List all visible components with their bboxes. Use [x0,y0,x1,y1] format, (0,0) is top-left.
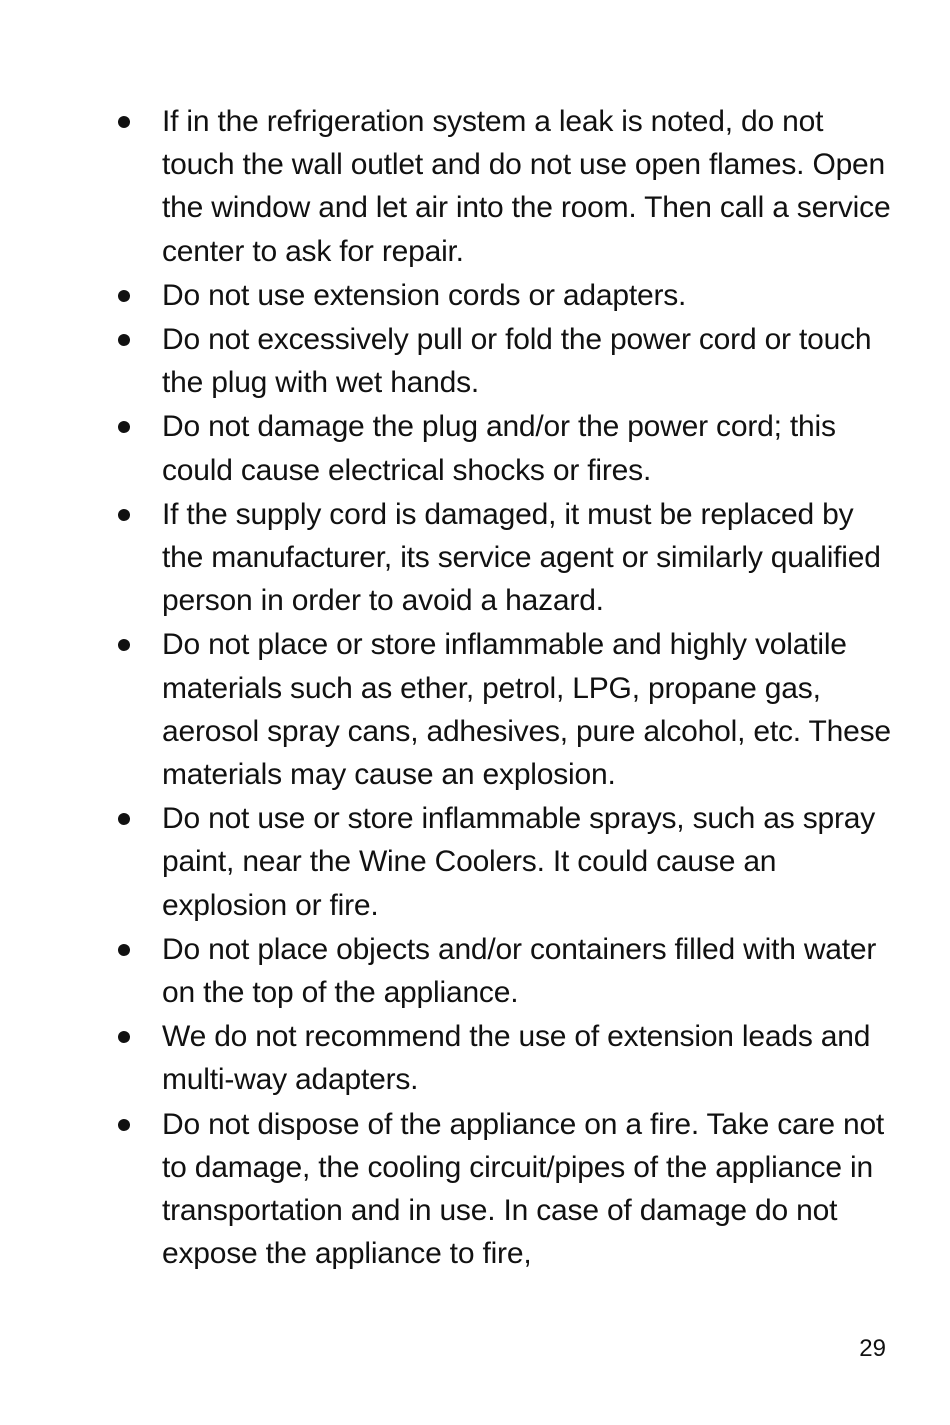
list-item [112,405,902,491]
list-item-text: If in the refrigeration system a leak is noted, do not touch the wall outlet and do not use open flames. Open the window and let air into the room. Then call a service center to ask for repair. [162,105,891,268]
bullet-icon [118,813,130,825]
safety-instructions-list [112,100,902,1276]
bullet-icon [118,639,130,651]
bullet-icon [118,1119,130,1131]
list-item [112,1015,902,1101]
list-item [112,318,902,404]
bullet-icon [118,944,130,956]
list-item-text: If the supply cord is damaged, it must be replaced by the manufacturer, its service agent or similarly qualified person in order to avoid a hazard. [162,497,881,618]
bullet-icon [118,509,130,521]
bullet-icon [118,334,130,346]
list-item [112,928,902,1014]
list-item-text: Do not excessively pull or fold the power cord or touch the plug with wet hands. [162,323,872,400]
list-item-text: Do not damage the plug and/or the power cord; this could cause electrical shocks or fires. [162,410,836,487]
bullet-icon [118,421,130,433]
list-item [112,797,902,927]
list-item-text: We do not recommend the use of extension leads and multi-way adapters. [162,1020,871,1097]
list-item-text: Do not dispose of the appliance on a fire. Take care not to damage, the cooling circuit/pipes of the appliance in transportation and in use. In case of damage do not expose the appliance to fire, [162,1107,885,1271]
list-item-text: Do not place or store inflammable and highly volatile materials such as ether, petrol, LPG, propane gas, aerosol spray cans, adhesives, pure alcohol, etc. These materials may cause an explosion. [162,628,891,792]
bullet-icon [118,1031,130,1043]
bullet-icon [118,116,130,128]
page-number: 29 [859,1335,886,1362]
bullet-icon [118,290,130,302]
list-item-text: Do not use or store inflammable sprays, such as spray paint, near the Wine Coolers. It could cause an explosion or fire. [162,802,876,922]
list-item-text: Do not use extension cords or adapters. [162,278,687,312]
list-item [112,623,902,796]
list-item [112,100,902,273]
list-item [112,1103,902,1276]
list-item [112,493,902,623]
list-item [112,274,902,317]
list-item-text: Do not place objects and/or containers filled with water on the top of the appliance. [162,932,877,1010]
